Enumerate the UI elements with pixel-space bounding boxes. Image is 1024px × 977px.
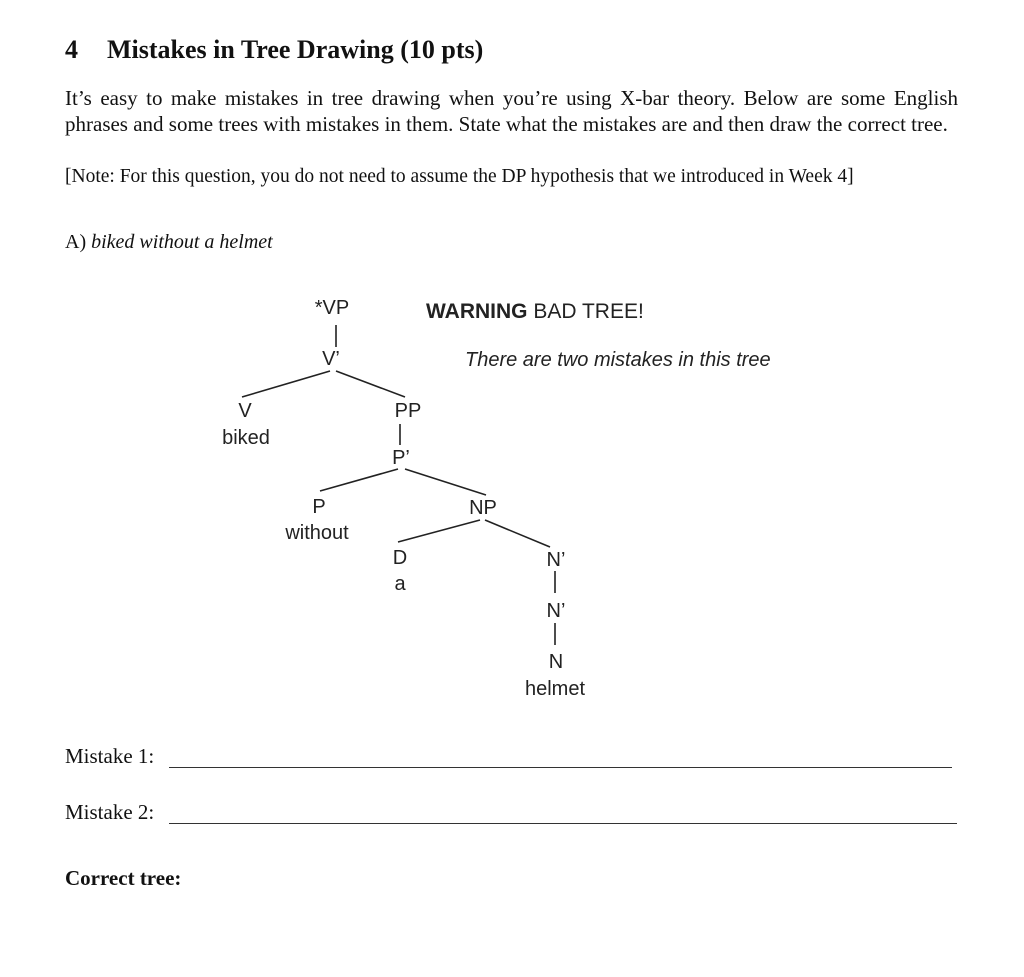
node-np: NP (469, 497, 497, 519)
branch-np-nbar (485, 520, 550, 547)
branch-np-d (398, 520, 480, 542)
warning-bold-text: WARNING (426, 300, 528, 323)
node-v: V (238, 400, 252, 422)
question-a-phrase: biked without a helmet (91, 231, 273, 253)
syntax-tree-diagram (200, 285, 840, 715)
node-v-bar: V’ (322, 348, 340, 370)
question-a-prefix: A) (65, 231, 92, 253)
node-vp: *VP (314, 297, 350, 319)
mistake-2-answer-line[interactable] (169, 823, 957, 824)
section-number: 4 (65, 35, 78, 64)
warning-note: There are two mistakes in this tree (465, 349, 771, 371)
section-title-text: Mistakes in Tree Drawing (10 pts) (107, 35, 484, 64)
node-n-bar-lower: N’ (546, 600, 566, 622)
warning-rest-text: BAD TREE! (527, 300, 644, 323)
branch-pbar-np (405, 469, 486, 495)
word-biked: biked (222, 427, 270, 449)
branch-vbar-pp (336, 371, 405, 397)
branch-pbar-p (320, 469, 398, 491)
mistake-1-answer-line[interactable] (169, 767, 952, 768)
correct-tree-label: Correct tree: (65, 866, 182, 890)
node-n-bar-upper: N’ (546, 549, 566, 571)
node-n: N (548, 651, 564, 673)
section-title (65, 35, 483, 65)
instructions-paragraph (65, 86, 958, 137)
node-p: P (312, 496, 326, 518)
node-pp: PP (394, 400, 422, 422)
question-a (65, 231, 273, 254)
word-a: a (394, 573, 406, 595)
node-d: D (392, 547, 408, 569)
mistake-2-label: Mistake 2: (65, 800, 155, 824)
node-p-bar: P’ (392, 447, 410, 469)
word-without: without (285, 522, 349, 544)
warning-heading (426, 300, 644, 323)
dp-hypothesis-note: [Note: For this question, you do not need to assume the DP hypothesis that we introduced in Week 4] (65, 166, 854, 187)
branch-vbar-v (242, 371, 330, 397)
mistake-1-label: Mistake 1: (65, 744, 155, 768)
instructions-text: It’s easy to make mistakes in tree drawing when you’re using X-bar theory. Below are some English phrases and some trees with mistakes in them. State what the mistakes are and then draw the correct tree. (65, 86, 958, 136)
word-helmet: helmet (524, 678, 586, 700)
